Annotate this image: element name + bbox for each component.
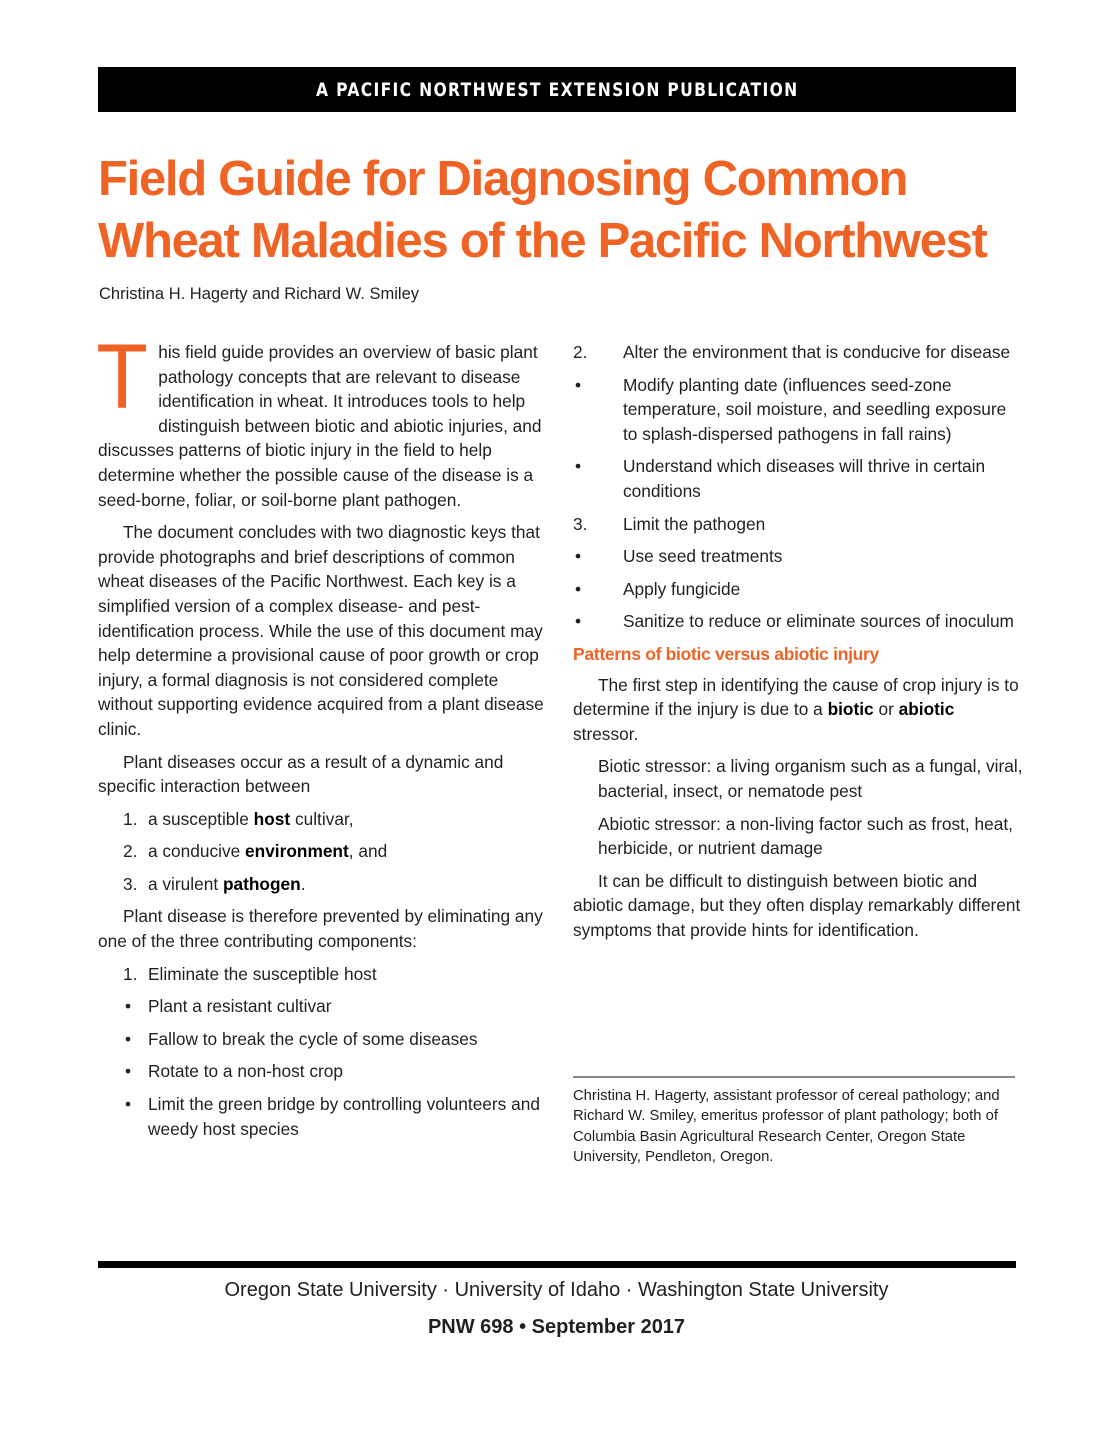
bullet-text: Use seed treatments: [623, 546, 783, 567]
banner-text: A PACIFIC NORTHWEST EXTENSION PUBLICATION: [315, 78, 799, 101]
list-text: a susceptible: [148, 808, 254, 829]
author-affiliation: Christina H. Hagerty, assistant professor of cereal pathology; and Richard W. Smiley, emeritus professor of plant pathology; both of Columbia Basin Agricultural Research Center, Oregon State University, Pendleton, Oregon.: [573, 1088, 1000, 1165]
list-item-host: [98, 807, 546, 832]
bullet-item: [98, 1092, 546, 1141]
list-text: Alter the environment that is conducive for disease: [623, 342, 1011, 362]
list-text: cultivar,: [290, 808, 354, 829]
left-column: [96, 326, 546, 1149]
bullet-item: [573, 609, 1023, 634]
bullet-item: [98, 1027, 546, 1052]
bullet-item: [573, 373, 1023, 447]
intro-paragraph: [96, 326, 546, 512]
bullet-text: Sanitize to reduce or eliminate sources of inoculum: [623, 611, 1014, 632]
bullet-text: Modify planting date (influences seed-zone temperature, soil moisture, and seedling exposure to splash-dispersed pathogens in fall rains): [623, 374, 1007, 444]
affiliation-divider: [573, 1076, 1015, 1078]
bullet-icon: •: [125, 1094, 132, 1115]
list-number: 1.: [123, 808, 138, 829]
footer-divider: [98, 1261, 1016, 1268]
bullet-icon: •: [575, 546, 582, 567]
list-text: Limit the pathogen: [623, 513, 766, 534]
step-limit-pathogen: [573, 512, 1023, 537]
bullet-text: Rotate to a non-host crop: [148, 1061, 344, 1082]
bullet-icon: •: [125, 996, 132, 1017]
list-item-pathogen: [98, 872, 546, 897]
bullet-icon: •: [125, 1061, 132, 1082]
list-number: 1.: [123, 963, 138, 984]
text: The first step in identifying the cause of crop injury is to determine if the injury is due to a: [573, 674, 1019, 720]
bullet-item: [98, 994, 546, 1019]
footer-publication-info: PNW 698 • September 2017: [427, 1316, 686, 1338]
page-title: [98, 148, 1038, 272]
paragraph-distinguish: It can be difficult to distinguish between biotic and abiotic damage, but they often display remarkably different symptoms that provide hints for identification.: [573, 870, 1021, 940]
footer-universities: Oregon State University · University of Idaho · Washington State University: [224, 1279, 889, 1301]
text: stressor.: [573, 723, 639, 744]
author-byline: Christina H. Hagerty and Richard W. Smiley: [99, 285, 420, 303]
definition-biotic: Biotic stressor: a living organism such as a fungal, viral, bacterial, insect, or nematode pest: [598, 756, 1023, 801]
bullet-icon: •: [575, 456, 582, 477]
list-number: 3.: [573, 513, 588, 534]
emphasis-pathogen: pathogen: [222, 873, 301, 894]
definition-abiotic: Abiotic stressor: a non-living factor such as frost, heat, herbicide, or nutrient damage: [598, 813, 1013, 859]
emphasis-host: host: [253, 808, 291, 829]
bullet-item: [98, 1059, 546, 1084]
title-line-1: Field Guide for Diagnosing Common: [98, 152, 908, 206]
bullet-item: [573, 577, 1023, 602]
list-text: a conducive: [148, 841, 246, 862]
bullet-text: Limit the green bridge by controlling volunteers and weedy host species: [148, 1094, 540, 1139]
list-number: 2.: [123, 841, 138, 862]
publication-banner: [98, 67, 1016, 112]
list-text: Eliminate the susceptible host: [148, 963, 377, 984]
right-column: [573, 340, 1023, 950]
bullet-icon: •: [125, 1028, 132, 1049]
bullet-text: Plant a resistant cultivar: [148, 996, 332, 1017]
emphasis-biotic: biotic: [827, 699, 874, 720]
list-text: , and: [348, 841, 388, 862]
text: or: [873, 699, 899, 720]
paragraph-document-conclusion: The document concludes with two diagnostic keys that provide photographs and brief descriptions of common wheat diseases of the Pacific Northwest. Each key is a simplified version of a complex disease- and pest-identification process. While the use of this document may help determine a provisional cause of poor growth or crop injury, a formal diagnosis is not considered complete without supporting evidence acquired from a plant disease clinic.: [98, 522, 544, 739]
list-text: .: [300, 873, 306, 894]
emphasis-environment: environment: [245, 841, 349, 862]
bullet-text: Fallow to break the cycle of some diseases: [148, 1028, 478, 1049]
bullet-icon: •: [575, 578, 582, 599]
list-number: 2.: [573, 342, 588, 362]
paragraph-prevention: Plant disease is therefore prevented by eliminating any one of the three contributing components:: [98, 906, 543, 952]
paragraph-disease-interaction: Plant diseases occur as a result of a dynamic and specific interaction between: [98, 751, 504, 797]
paragraph-first-step: [573, 673, 1023, 747]
bullet-text: Apply fungicide: [623, 578, 741, 599]
emphasis-abiotic: abiotic: [898, 699, 955, 720]
list-number: 3.: [123, 873, 138, 894]
step-eliminate-host: [98, 962, 546, 987]
intro-text: his field guide provides an overview of basic plant pathology concepts that are relevant to disease identification in wheat. It introduces tools to help distinguish between biotic and abiotic injuries, and discusses patterns of biotic injury in the field to help determine whether the possible cause of the disease is a seed-borne, foliar, or soil-borne plant pathogen.: [98, 342, 542, 510]
drop-cap: T: [96, 326, 148, 428]
bullet-icon: •: [575, 374, 582, 395]
title-line-2: Wheat Maladies of the Pacific Northwest: [98, 214, 987, 268]
bullet-icon: •: [575, 611, 582, 632]
list-text: a virulent: [148, 873, 223, 894]
section-heading: Patterns of biotic versus abiotic injury: [573, 643, 879, 664]
bullet-item: [573, 544, 1023, 569]
step-alter-environment: [573, 340, 1023, 365]
list-item-environment: [98, 839, 546, 864]
bullet-item: [573, 454, 1023, 503]
bullet-text: Understand which diseases will thrive in certain conditions: [623, 456, 986, 501]
